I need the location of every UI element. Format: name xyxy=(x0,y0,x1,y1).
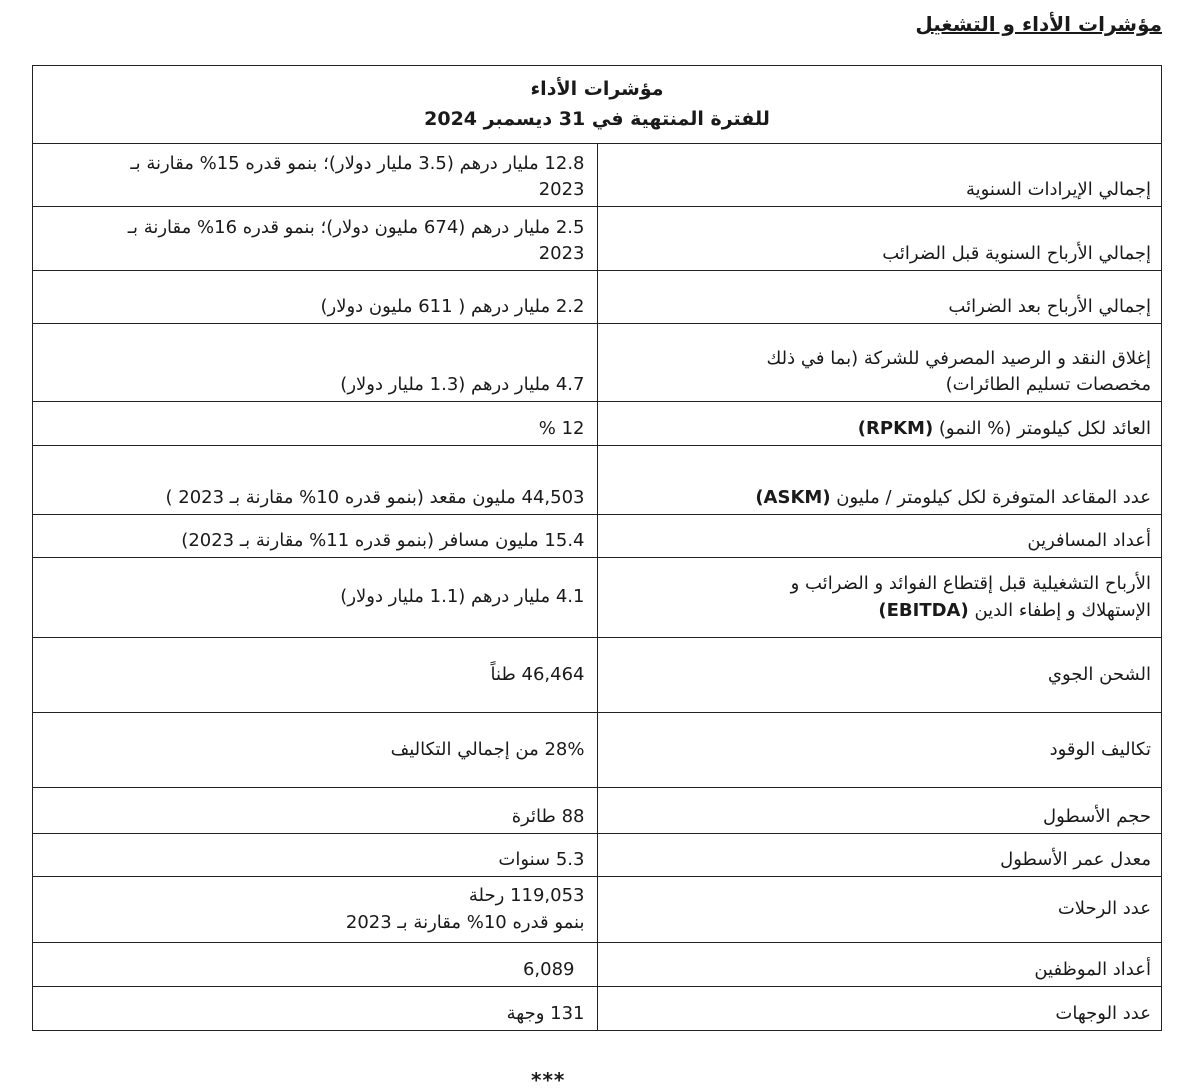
row-label-line xyxy=(608,598,1152,624)
table-row xyxy=(33,207,1162,271)
row-label xyxy=(597,558,1162,638)
row-label: عدد الرحلات xyxy=(597,877,1162,943)
row-value: 46,464 طناً xyxy=(33,638,598,713)
table-row xyxy=(33,877,1162,943)
table-title-row xyxy=(33,66,1162,144)
row-label xyxy=(597,446,1162,515)
section-end-mark: *** xyxy=(531,1068,566,1092)
table-title-cell xyxy=(33,66,1162,144)
table-row xyxy=(33,558,1162,638)
table-row xyxy=(33,271,1162,324)
row-label-text: الإستهلاك و إطفاء الدين xyxy=(968,599,1151,621)
row-label: حجم الأسطول xyxy=(597,788,1162,834)
row-label: تكاليف الوقود xyxy=(597,713,1162,788)
table-row xyxy=(33,638,1162,713)
row-value-line: 119,053 رحلة xyxy=(468,885,585,907)
row-value xyxy=(33,207,598,271)
row-value xyxy=(33,144,598,207)
table-row xyxy=(33,446,1162,515)
row-value-line: 2023 xyxy=(538,178,585,200)
row-label xyxy=(597,324,1162,402)
row-value: 28% من إجمالي التكاليف xyxy=(33,713,598,788)
row-label xyxy=(597,402,1162,446)
row-value: 2.2 مليار درهم ( 611 مليون دولار) xyxy=(33,271,598,324)
row-value: 5.3 سنوات xyxy=(33,834,598,877)
table-title: مؤشرات الأداء xyxy=(530,78,664,101)
row-value: 4.1 مليار درهم (1.1 مليار دولار) xyxy=(33,558,598,638)
row-label: معدل عمر الأسطول xyxy=(597,834,1162,877)
table-row xyxy=(33,515,1162,558)
row-label-code: (ASKM) xyxy=(755,486,831,508)
row-label-code: (EBITDA) xyxy=(878,599,969,621)
row-label: إجمالي الأرباح السنوية قبل الضرائب xyxy=(597,207,1162,271)
row-value-line: 2023 xyxy=(538,242,585,264)
table-row xyxy=(33,713,1162,788)
row-label: إجمالي الإيرادات السنوية xyxy=(597,144,1162,207)
row-value: 44,503 مليون مقعد (بنمو قدره 10% مقارنة بـ 2023 ) xyxy=(33,446,598,515)
row-label: أعداد المسافرين xyxy=(597,515,1162,558)
table-row xyxy=(33,144,1162,207)
row-label: عدد الوجهات xyxy=(597,987,1162,1031)
row-label-code: (RPKM) xyxy=(857,417,934,439)
row-value xyxy=(33,877,598,943)
row-value-line: بنمو قدره 10% مقارنة بـ 2023 xyxy=(345,911,585,933)
row-value: 131 وجهة xyxy=(33,987,598,1031)
row-value: 15.4 مليون مسافر (بنمو قدره 11% مقارنة بـ 2023) xyxy=(33,515,598,558)
page-title: مؤشرات الأداء و التشغيل xyxy=(915,12,1162,36)
table-subtitle: للفترة المنتهية في 31 ديسمبر 2024 xyxy=(424,107,770,130)
table-row xyxy=(33,402,1162,446)
row-label: أعداد الموظفين xyxy=(597,943,1162,987)
table-row xyxy=(33,324,1162,402)
row-label-line: إغلاق النقد و الرصيد المصرفي للشركة (بما في ذلك xyxy=(766,347,1151,369)
row-label-text: عدد المقاعد المتوفرة لكل كيلومتر / مليون xyxy=(830,486,1151,508)
row-label-line: مخصصات تسليم الطائرات) xyxy=(945,373,1151,395)
row-label-line: الأرباح التشغيلية قبل إقتطاع الفوائد و الضرائب و xyxy=(790,573,1151,595)
row-label: الشحن الجوي xyxy=(597,638,1162,713)
table-row xyxy=(33,943,1162,987)
table-row xyxy=(33,987,1162,1031)
row-value: 4.7 مليار درهم (1.3 مليار دولار) xyxy=(33,324,598,402)
table-row xyxy=(33,788,1162,834)
kpi-table xyxy=(32,65,1162,1031)
table-row xyxy=(33,834,1162,877)
row-value-line: 2.5 مليار درهم (674 مليون دولار)؛ بنمو قدره 16% مقارنة بـ xyxy=(127,216,585,238)
row-value: 12 % xyxy=(33,402,598,446)
row-label: إجمالي الأرباح بعد الضرائب xyxy=(597,271,1162,324)
row-label-text: العائد لكل كيلومتر (% النمو) xyxy=(933,417,1151,439)
row-value-line: 12.8 مليار درهم (3.5 مليار دولار)؛ بنمو قدره 15% مقارنة بـ xyxy=(130,152,585,174)
row-value: 6,089 xyxy=(33,943,598,987)
row-value: 88 طائرة xyxy=(33,788,598,834)
